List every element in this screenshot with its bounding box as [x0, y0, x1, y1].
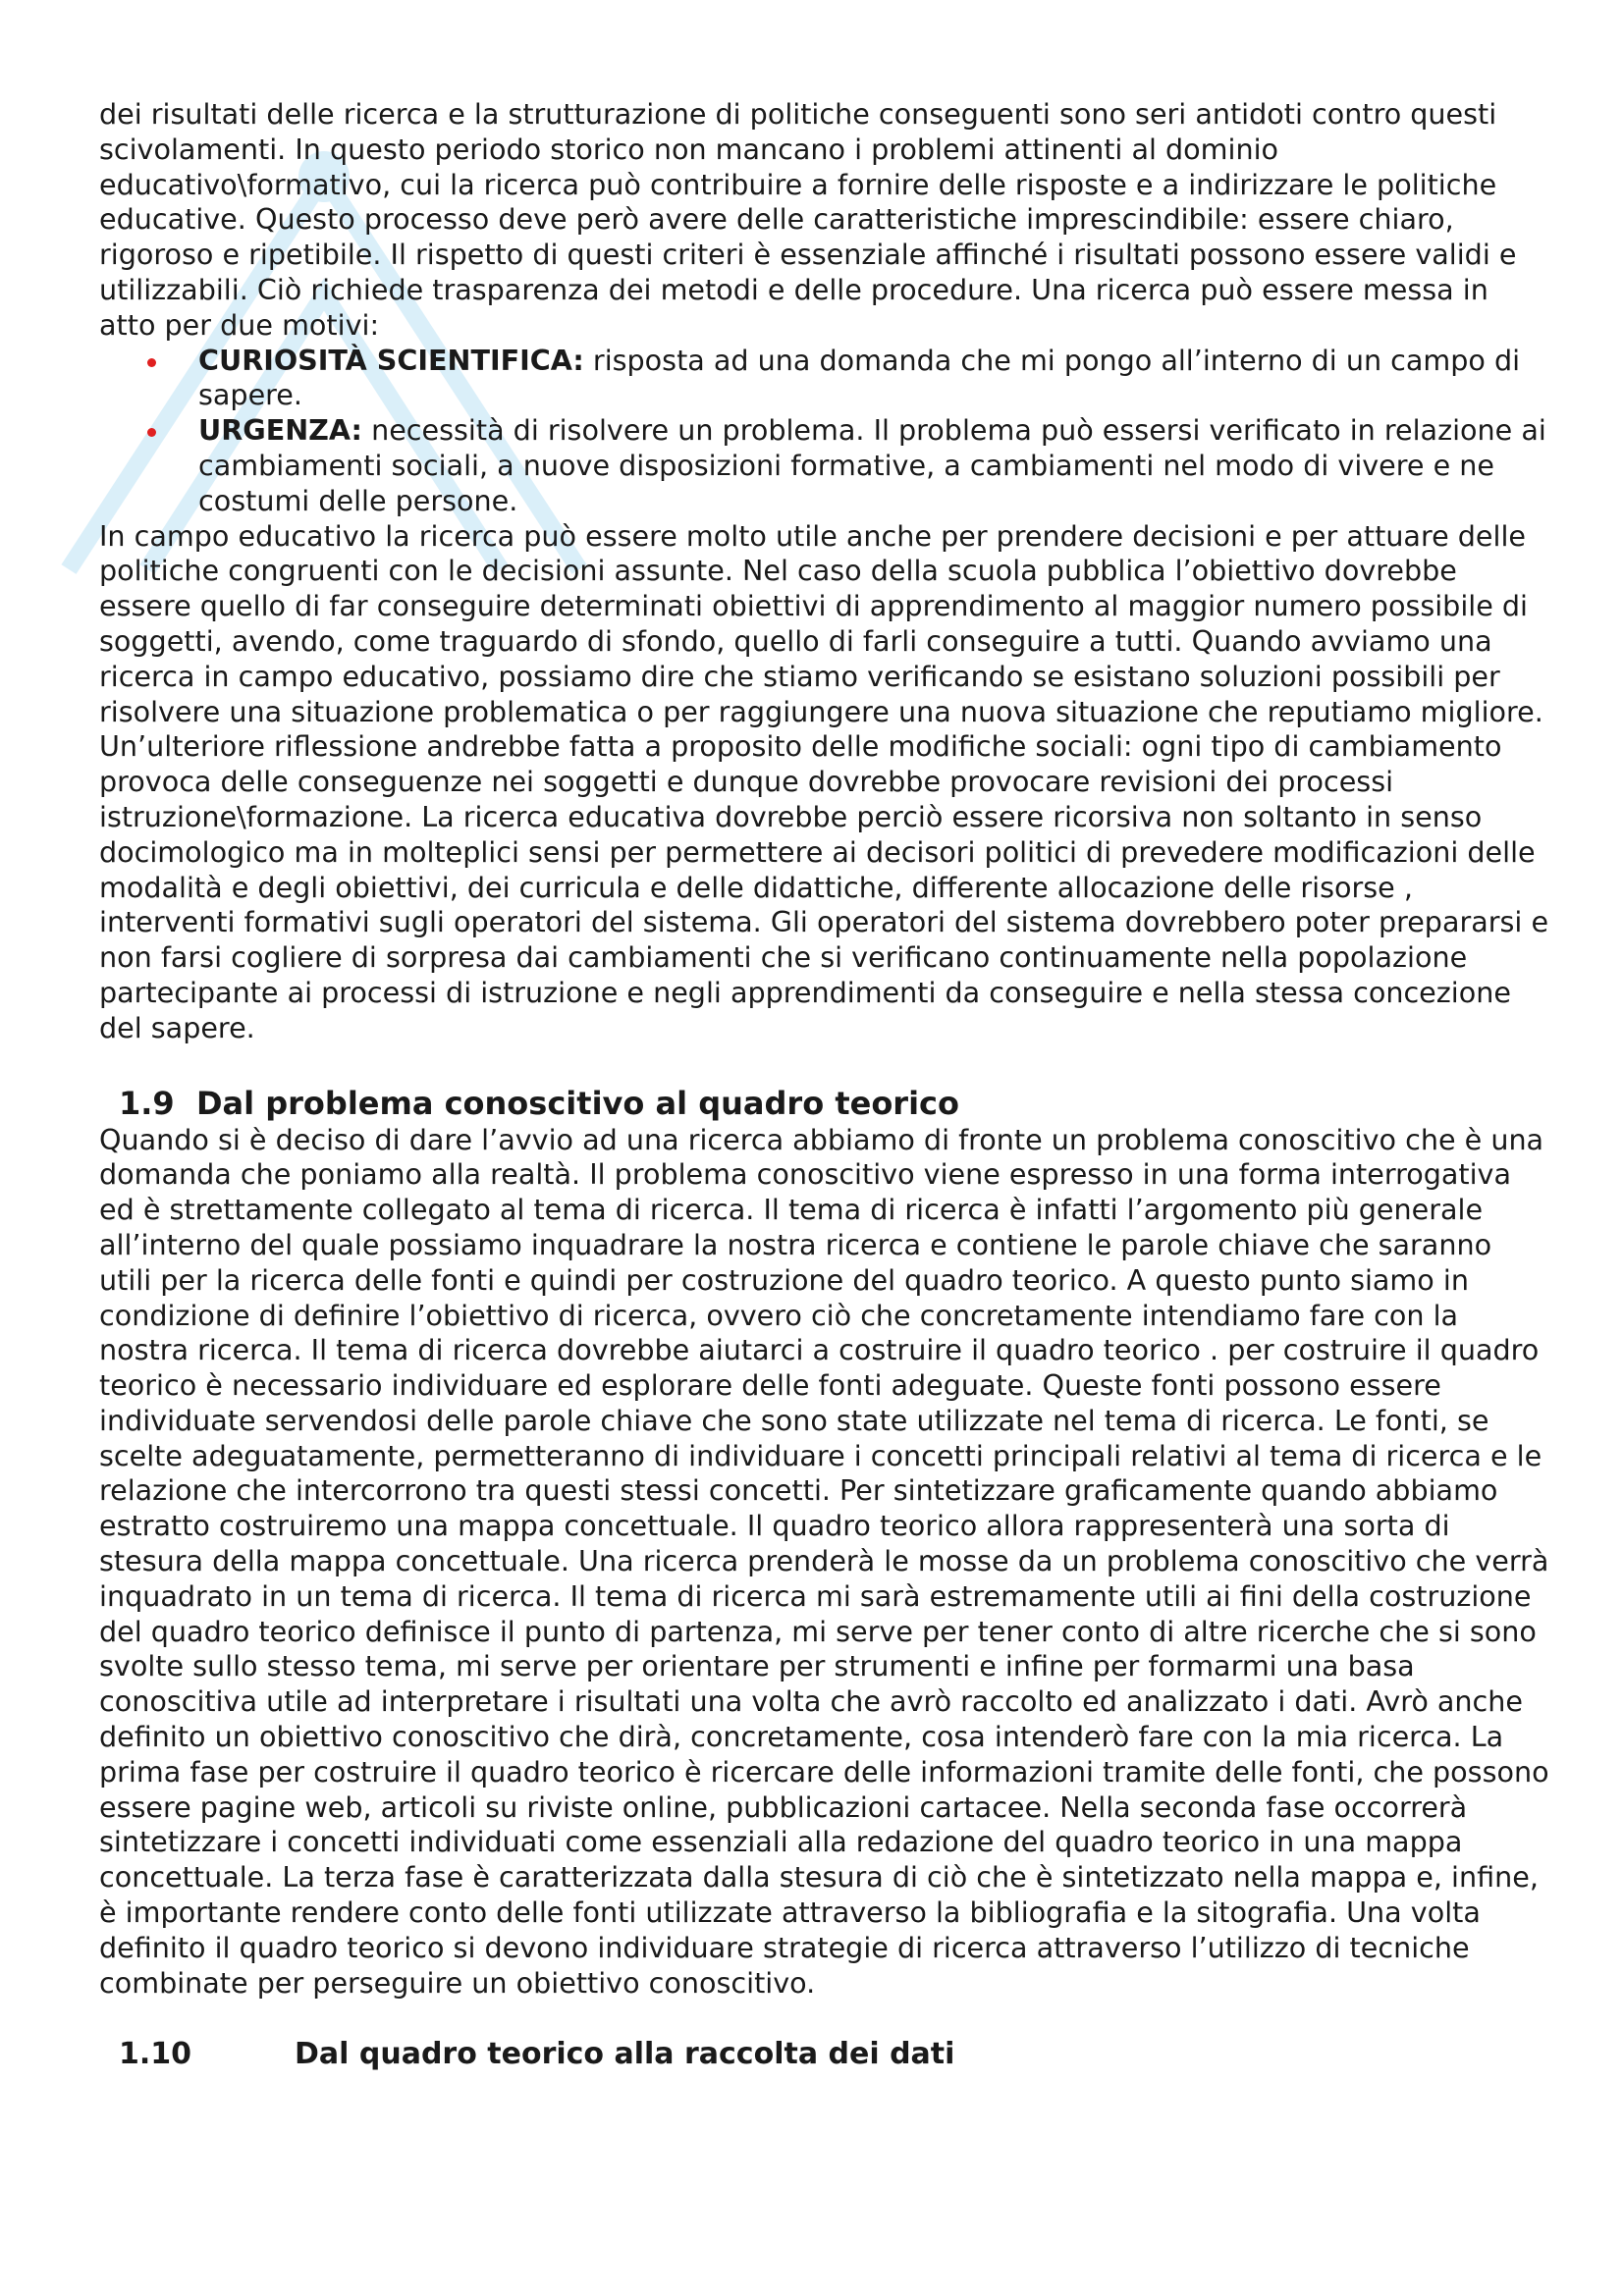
- section-title: Dal quadro teorico alla raccolta dei dati: [295, 2037, 955, 2072]
- section-title: Dal problema conoscitivo al quadro teorico: [195, 1084, 959, 1122]
- section-heading-1-9: [119, 1084, 1552, 1123]
- bullet-term: CURIOSITÀ SCIENTIFICA:: [198, 343, 584, 377]
- bullet-term: URGENZA:: [198, 413, 362, 448]
- intro-paragraph: dei risultati delle ricerca e la strutturazione di politiche conseguenti sono seri antidoti contro questi scivolamenti. In questo periodo storico non mancano i problemi attinenti al dominio educativo\formativo, cui la ricerca può contribuire a fornire delle risposte e a indirizzare le politiche educative. Questo processo deve però avere delle caratteristiche imprescindibile: essere chiaro, rigoroso e ripetibile. Il rispetto di questi criteri è essenziale affinché i risultati possono essere validi e utilizzabili. Ciò richiede trasparenza dei metodi e delle procedure. Una ricerca può essere messa in atto per due motivi:: [99, 97, 1517, 342]
- list-item: [149, 413, 1552, 518]
- bullet-dot-icon: [147, 358, 156, 367]
- reasons-list: [99, 344, 1552, 519]
- section-heading-1-10: [119, 2035, 1552, 2074]
- document-page: [99, 97, 1552, 2074]
- bullet-dot-icon: [147, 428, 156, 437]
- paragraph-2: In campo educativo la ricerca può essere molto utile anche per prendere decisioni e per attuare delle politiche congruenti con le decisioni assunte. Nel caso della scuola pubblica l’obiettivo dovrebbe essere quello di far conseguire determinati obiettivi di apprendimento al maggior numero possibile di soggetti, avendo, come traguardo di sfondo, quello di farli conseguire a tutti. Quando avviamo una ricerca in campo educativo, possiamo dire che stiamo verificando se esistano soluzioni possibili per risolvere una situazione problematica o per raggiungere una nuova situazione che reputiamo migliore. Un’ulteriore riflessione andrebbe fatta a proposito delle modifiche sociali: ogni tipo di cambiamento provoca delle conseguenze nei soggetti e dunque dovrebbe provocare revisioni dei processi istruzione\formazione. La ricerca educativa dovrebbe perciò essere ricorsiva non soltanto in senso docimologico ma in molteplici sensi per permettere ai decisori politici di prevedere modificazioni delle modalità e degli obiettivi, dei curricula e delle didattiche, differente allocazione delle risorse , interventi formativi sugli operatori del sistema. Gli operatori del sistema dovrebbero poter prepararsi e non farsi cogliere di sorpresa dai cambiamenti che si verificano continuamente nella popolazione partecipante ai processi di istruzione e negli apprendimenti da conseguire e nella stessa concezione del sapere.: [99, 518, 1549, 1044]
- bullet-text: necessità di risolvere un problema. Il problema può essersi verificato in relazione ai cambiamenti sociali, a nuove disposizioni formative, a cambiamenti nel modo di vivere e ne costumi delle persone.: [198, 413, 1546, 517]
- bullet-text: risposta ad una domanda che mi pongo all’interno di un campo di sapere.: [198, 343, 1521, 412]
- section-1-9-body: Quando si è deciso di dare l’avvio ad una ricerca abbiamo di fronte un problema conoscitivo che è una domanda che poniamo alla realtà. Il problema conoscitivo viene espresso in una forma interrogativa ed è strettamente collegato al tema di ricerca. Il tema di ricerca è infatti l’argomento più generale all’interno del quale possiamo inquadrare la nostra ricerca e contiene le parole chiave che saranno utili per la ricerca delle fonti e quindi per costruzione del quadro teorico. A questo punto siamo in condizione di definire l’obiettivo di ricerca, ovvero ciò che concretamente intendiamo fare con la nostra ricerca. Il tema di ricerca dovrebbe aiutarci a costruire il quadro teorico . per costruire il quadro teorico è necessario individuare ed esplorare delle fonti adeguate. Queste fonti possono essere individuate servendosi delle parole chiave che sono state utilizzate nel tema di ricerca. Le fonti, se scelte adeguatamente, permetteranno di individuare i concetti principali relativi al tema di ricerca e le relazione che intercorrono tra questi stessi concetti. Per sintetizzare graficamente quando abbiamo estratto costruiremo una mappa concettuale. Il quadro teorico allora rappresenterà una sorta di stesura della mappa concettuale. Una ricerca prenderà le mosse da un problema conoscitivo che verrà inquadrato in un tema di ricerca. Il tema di ricerca mi sarà estremamente utili ai fini della costruzione del quadro teorico definisce il punto di partenza, mi serve per tener conto di altre ricerche che si sono svolte sullo stesso tema, mi serve per orientare per strumenti e infine per formarmi una basa conoscitiva utile ad interpretare i risultati una volta che avrò raccolto ed analizzato i dati. Avrò anche definito un obiettivo conoscitivo che dirà, concretamente, cosa intenderò fare con la mia ricerca. La prima fase per costruire il quadro teorico è ricercare delle informazioni tramite delle fonti, che possono essere pagine web, articoli su riviste online, pubblicazioni cartacee. Nella seconda fase occorrerà sintetizzare i concetti individuati come essenziali alla redazione del quadro teorico in una mappa concettuale. La terza fase è caratterizzata dalla stesura di ciò che è sintetizzato nella mappa e, infine, è importante rendere conto delle fonti utilizzate attraverso la bibliografia e la sitografia. Una volta definito il quadro teorico si devono individuare strategie di ricerca attraverso l’utilizzo di tecniche combinate per perseguire un obiettivo conoscitivo.: [99, 1122, 1549, 2000]
- list-item: [149, 344, 1552, 414]
- section-number: 1.9: [119, 1084, 175, 1122]
- section-number: 1.10: [119, 2037, 192, 2072]
